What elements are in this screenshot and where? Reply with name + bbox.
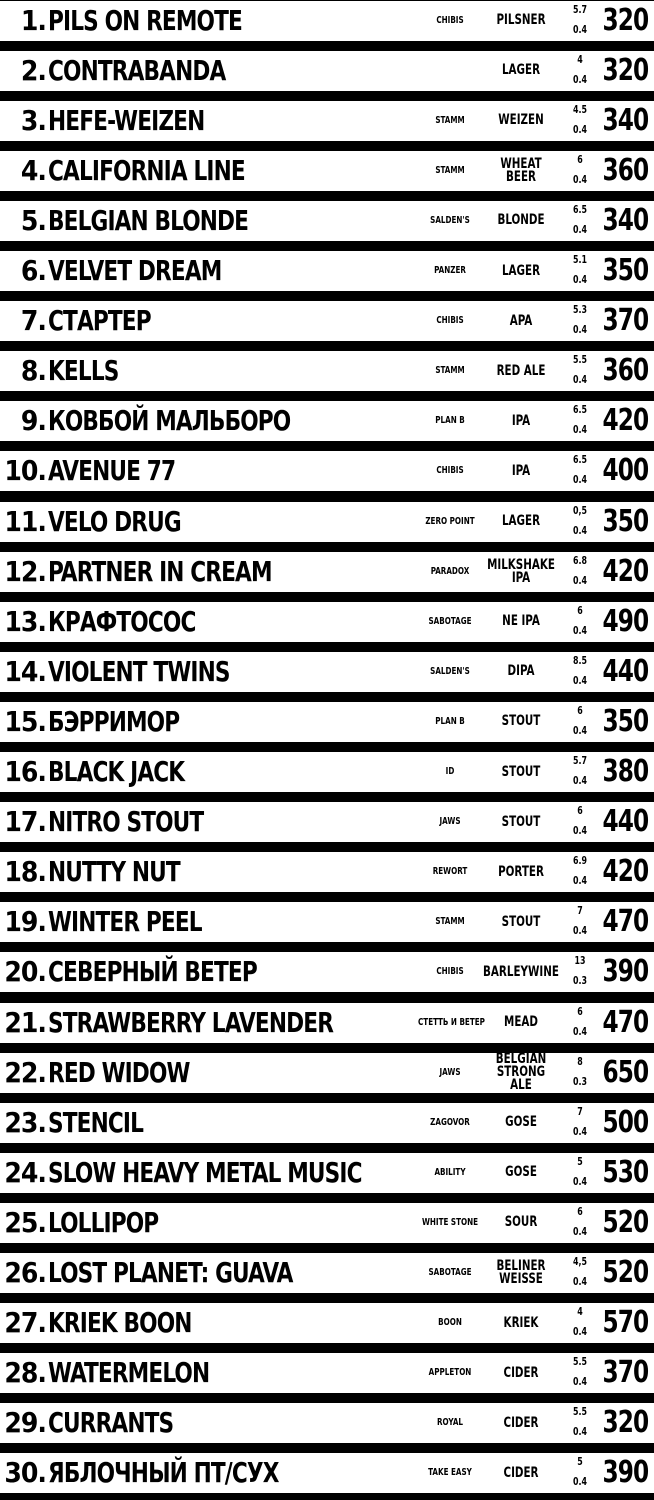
beer-name: PARTNER IN CREAM [48,554,272,588]
beer-name: NUTTY NUT [48,855,180,889]
brewery: SABOTAGE [428,1267,472,1278]
beer-style: NE IPA [502,613,540,630]
volume: 0.4 [572,122,588,136]
beer-name: LOST PLANET: GUAVA [48,1256,293,1289]
beer-style: IPA [511,412,531,429]
beer-name: AVENUE 77 [48,454,176,488]
menu-row [0,201,654,241]
menu-row [0,1103,654,1143]
price: 350 [602,503,648,539]
beer-name: HEFE-WEIZEN [48,103,205,137]
volume: 0.3 [572,1074,588,1088]
volume: 0.4 [572,172,588,186]
beer-style: DIPA [507,663,535,680]
beer-style: SOUR [504,1214,538,1231]
beer-name: LOLLIPOP [48,1205,159,1239]
beer-style: GOSE [505,1164,537,1181]
abv: 5.3 [572,303,588,317]
brewery: JAWS [439,1066,461,1078]
price: 420 [602,553,648,589]
menu-row [0,702,654,742]
abv: 6 [577,152,583,166]
abv: 5.1 [572,253,588,266]
menu-row [0,251,654,291]
abv: 6 [577,1204,583,1218]
menu-row [0,1003,654,1043]
abv: 6.8 [572,553,588,567]
brewery: WHITE STONE [421,1216,479,1228]
beer-name: NITRO STOUT [48,805,204,839]
item-number: 18. [4,855,46,889]
menu-row [0,1203,654,1243]
menu-row [0,451,654,491]
menu-row [0,1153,654,1193]
volume: 0.4 [572,1375,588,1389]
beer-style: STOUT [501,813,541,830]
abv: 13 [574,954,586,968]
volume: 0.4 [572,1024,588,1038]
abv: 5.5 [572,1355,588,1369]
item-number: 29. [4,1406,46,1440]
item-number: 25. [4,1205,46,1239]
price: 340 [602,202,648,238]
beer-name: СТАРТЕР [48,304,151,338]
volume: 0.4 [572,673,588,687]
volume: 0.4 [572,473,588,487]
abv: 6 [577,1004,583,1018]
beer-style: BELGIAN STRONG ALE [495,1052,547,1093]
price: 350 [602,703,648,739]
price: 420 [602,854,648,890]
volume: 0.4 [572,1174,588,1188]
price: 440 [602,804,648,840]
brewery: PARADOX [430,565,470,577]
item-number: 19. [4,905,46,939]
volume: 0.4 [572,323,588,337]
menu-row [0,1453,654,1493]
volume: 0.4 [572,1275,588,1288]
volume: 0.4 [572,774,588,787]
abv: 5.7 [572,2,588,16]
beer-name: WINTER PEEL [48,905,202,939]
item-number: 30. [4,1456,46,1490]
item-number: 10. [4,454,46,488]
beer-style: STOUT [501,763,541,780]
menu-row [0,502,654,542]
volume: 0.4 [572,1224,588,1238]
beer-name: STRAWBERRY LAVENDER [48,1005,334,1039]
price: 320 [602,2,648,38]
brewery: PLAN B [435,715,465,727]
brewery: CHIBIS [436,465,464,477]
volume: 0.4 [572,523,588,537]
brewery: REWORT [432,866,468,878]
abv: 4 [577,1305,583,1319]
abv: 6 [577,703,583,717]
item-number: 11. [4,504,46,538]
menu-row [0,552,654,592]
menu-row [0,1253,654,1293]
price: 470 [602,904,648,940]
beer-name: ЯБЛОЧНЫЙ ПТ/СУХ [48,1456,279,1490]
beer-style: IPA [511,462,531,479]
beer-style: KRIEK [503,1314,539,1331]
brewery: STAMM [435,164,465,176]
beer-name: CALIFORNIA LINE [48,153,245,187]
price: 370 [602,1355,648,1391]
volume: 0.4 [572,1475,588,1489]
brewery: STAMM [435,365,465,377]
brewery: SALDEN'S [430,214,470,226]
beer-style: WHEAT BEER [500,155,542,185]
menu-row [0,1303,654,1343]
volume: 0.4 [572,1124,588,1138]
item-number: 2. [20,53,46,87]
abv: 6 [577,804,583,818]
price: 390 [602,1455,648,1491]
beer-style: BELINER WEISSE [496,1258,546,1287]
brewery: ZAGOVOR [430,1116,470,1128]
abv: 5.7 [572,754,588,767]
item-number: 13. [4,604,46,638]
volume: 0.4 [572,824,588,838]
beer-name: VELVET DREAM [48,254,222,287]
abv: 7 [577,904,583,918]
brewery [418,51,482,91]
beer-style: PILSNER [496,12,546,28]
volume: 0.3 [572,974,588,988]
price: 500 [602,1104,648,1140]
price: 420 [602,403,648,439]
price: 650 [602,1054,648,1090]
item-number: 14. [4,654,46,688]
brewery: CHIBIS [436,966,464,978]
item-number: 28. [4,1356,46,1390]
volume: 0.4 [572,22,588,36]
abv: 5 [577,1455,583,1469]
price: 400 [602,453,648,489]
beer-name: CURRANTS [48,1406,174,1440]
item-number: 17. [4,805,46,839]
abv: 7 [577,1104,583,1118]
menu-row [0,401,654,441]
price: 320 [602,52,648,88]
brewery: SALDEN'S [430,665,470,677]
beer-name: КРАФТОСОС [48,604,196,638]
beer-name: CONTRABANDA [48,53,226,87]
price: 320 [602,1405,648,1441]
item-number: 21. [4,1005,46,1039]
item-number: 9. [20,404,46,438]
item-number: 4. [20,153,46,187]
menu-row [0,852,654,892]
abv: 8.5 [572,653,588,667]
beer-style: LAGER [501,62,541,79]
brewery: ID [445,766,455,777]
item-number: 15. [4,704,46,738]
item-number: 24. [4,1155,46,1189]
beer-style: CIDER [503,1364,539,1381]
beer-style: CIDER [503,1464,539,1481]
price: 470 [602,1004,648,1040]
beer-name: SLOW HEAVY METAL MUSIC [48,1155,362,1189]
brewery: СТЕТТЬ И ВЕТЕР [418,1016,485,1028]
price: 340 [602,102,648,138]
item-number: 20. [4,955,46,989]
item-number: 12. [4,554,46,588]
brewery: STAMM [435,916,465,928]
beer-style: RED ALE [496,362,546,379]
price: 350 [602,253,648,288]
volume: 0.4 [572,273,588,286]
menu-row [0,752,654,792]
menu-row [0,802,654,842]
brewery: STAMM [435,114,465,126]
brewery: PANZER [434,265,466,276]
volume: 0.4 [572,1325,588,1339]
beer-name: VIOLENT TWINS [48,654,230,688]
brewery: TAKE EASY [428,1467,472,1479]
item-number: 22. [4,1055,46,1089]
price: 530 [602,1154,648,1190]
item-number: 7. [20,304,46,338]
beer-style: GOSE [505,1114,537,1131]
beer-name: СЕВЕРНЫЙ ВЕТЕР [48,955,257,989]
abv: 6.5 [572,403,588,417]
menu-row [0,301,654,341]
volume: 0.4 [572,373,588,387]
beer-name: КОВБОЙ МАЛЬБОРО [48,404,291,438]
beer-style: MILKSHAKE IPA [487,556,555,586]
item-number: 3. [20,103,46,137]
brewery: BOON [438,1317,462,1329]
beer-name: KELLS [48,354,119,388]
beer-style: MEAD [504,1014,538,1030]
item-number: 5. [20,203,46,237]
price: 440 [602,653,648,689]
volume: 0.4 [572,723,588,737]
item-number: 23. [4,1105,46,1139]
abv: 6.5 [572,202,588,216]
volume: 0.4 [572,573,588,587]
beer-style: LAGER [501,513,541,529]
brewery: ROYAL [437,1417,463,1429]
beer-style: PORTER [498,863,544,880]
abv: 8 [577,1054,583,1068]
abv: 4,5 [572,1255,588,1268]
price: 390 [602,954,648,990]
item-number: 27. [4,1306,46,1340]
price: 370 [602,303,648,339]
beer-name: KRIEK BOON [48,1306,192,1340]
beer-style: STOUT [501,713,541,730]
brewery: CHIBIS [436,315,464,327]
beer-name: BLACK JACK [48,755,185,788]
abv: 5 [577,1154,583,1168]
price: 520 [602,1204,648,1240]
beer-name: БЭРРИМОР [48,704,180,738]
beer-name: RED WIDOW [48,1055,190,1089]
price: 570 [602,1305,648,1341]
menu-row [0,1053,654,1093]
brewery: SABOTAGE [428,615,472,627]
menu-row [0,1,654,41]
beer-name: PILS ON REMOTE [48,3,242,37]
brewery: APPLETON [428,1367,472,1379]
brewery: PLAN B [435,415,465,427]
abv: 4 [577,52,583,66]
beer-name: BELGIAN BLONDE [48,203,249,237]
menu-row [0,952,654,992]
price: 490 [602,603,648,639]
menu-row [0,351,654,391]
volume: 0.4 [572,72,588,86]
abv: 5.5 [572,1405,588,1419]
abv: 6 [577,603,583,617]
beer-style: APA [509,312,533,329]
abv: 5.5 [572,353,588,367]
menu-row [0,51,654,91]
volume: 0.4 [572,423,588,437]
menu-row [0,151,654,191]
beer-style: CIDER [503,1414,539,1431]
item-number: 26. [4,1256,46,1289]
brewery: ABILITY [434,1166,466,1178]
brewery: CHIBIS [436,14,464,26]
item-number: 6. [20,254,46,287]
menu-row [0,1403,654,1443]
brewery: JAWS [439,816,461,828]
beer-style: LAGER [501,262,541,279]
menu-row [0,602,654,642]
volume: 0.4 [572,222,588,236]
brewery: ZERO POINT [425,515,475,527]
menu-row [0,652,654,692]
price: 520 [602,1255,648,1290]
item-number: 8. [20,354,46,388]
beer-style: WEIZEN [498,112,544,129]
abv: 6.5 [572,453,588,467]
menu-row [0,101,654,141]
price: 360 [602,353,648,389]
beer-name: VELO DRUG [48,504,181,538]
beer-name: STENCIL [48,1105,144,1139]
menu-row [0,902,654,942]
beer-style: BLONDE [497,212,545,229]
beer-style: STOUT [501,913,541,930]
abv: 4.5 [572,102,588,116]
price: 380 [602,754,648,789]
item-number: 16. [4,755,46,788]
volume: 0.4 [572,1425,588,1439]
abv: 6.9 [572,854,588,868]
volume: 0.4 [572,924,588,938]
volume: 0.4 [572,623,588,637]
menu-row [0,1353,654,1393]
item-number: 1. [20,3,46,37]
beer-name: WATERMELON [48,1356,210,1390]
beer-style: BARLEYWINE [483,963,559,980]
price: 360 [602,152,648,188]
volume: 0.4 [572,874,588,888]
abv: 0,5 [572,503,588,517]
